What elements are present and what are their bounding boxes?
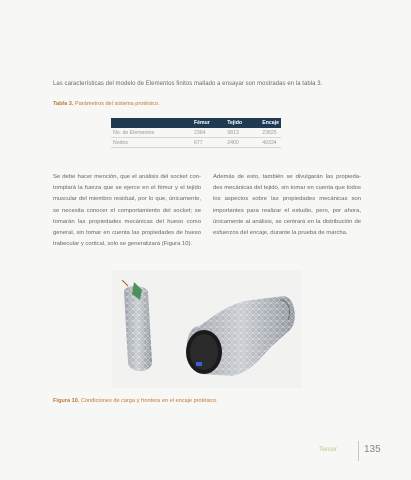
table-cell: 23825 [260,128,281,138]
table-row [111,138,281,148]
socket-fem-figure [112,270,302,388]
table-caption-label: Tabla 3. [53,101,74,107]
large-socket-shape [186,296,295,376]
body-paragraph: Además de esto, también se divulgarán las propieda-des mecánicas del tejido, sin tomar en cuenta que todos los aspectos sobre las propiedades mecánicas son importantes para realizar el estudio, pero, por ahora, únicamente al análisis, se centrará en la distribución de esfuerzos del encaje, durante la prueba de marcha. [213,174,361,237]
socket-mesh-illustration [112,270,302,388]
body-paragraph: Se debe hacer mención, que el análisis del socket con-tomplará la fuerza que se ejerce en el fémur y el tejido muscular del miembro residual, por lo que, únicamente, se necesita conocer el comportamiento del socket; se tomarán las propiedades mecánicas del hueso como general, sin tomar en cuenta las propiedades de hueso trabecular y cortical, solo se generalizará (Figura 10). [53,174,201,248]
table-cell: 2364 [192,128,225,138]
table-cell: Nodos [111,138,192,148]
figure-caption [53,398,218,404]
body-column-left [53,172,201,250]
table-cell: 677 [192,138,225,148]
body-column-right [213,172,361,239]
parameters-table [111,118,281,148]
table-cell: 9813 [225,128,260,138]
figure-caption-label: Figura 10. [53,398,80,404]
table-caption [53,101,160,107]
table-cell: 40334 [260,138,281,148]
table-row [111,128,281,138]
page-number: 135 [364,444,381,455]
figure-caption-text: Condiciones de carga y frontera en el encaje protésico. [81,398,218,404]
footer-section-name: Tercer [319,446,338,453]
table-caption-text: Parámetros del sistema protésico. [74,101,160,107]
table-cell: 2400 [225,138,260,148]
table-header-cell: Tejido [225,118,260,128]
table-header-cell [111,118,192,128]
table-header-cell: Encaje [262,120,279,126]
footer-divider [358,441,359,461]
small-socket-shape [122,280,152,371]
table-header-cell: Fémur [192,118,225,128]
intro-paragraph: Las características del modelo de Elementos finitos mallado a ensayar son mostradas en la tabla 3. [53,81,323,87]
table-cell: No. de Elementos [111,128,192,138]
table-header-row [111,118,281,128]
